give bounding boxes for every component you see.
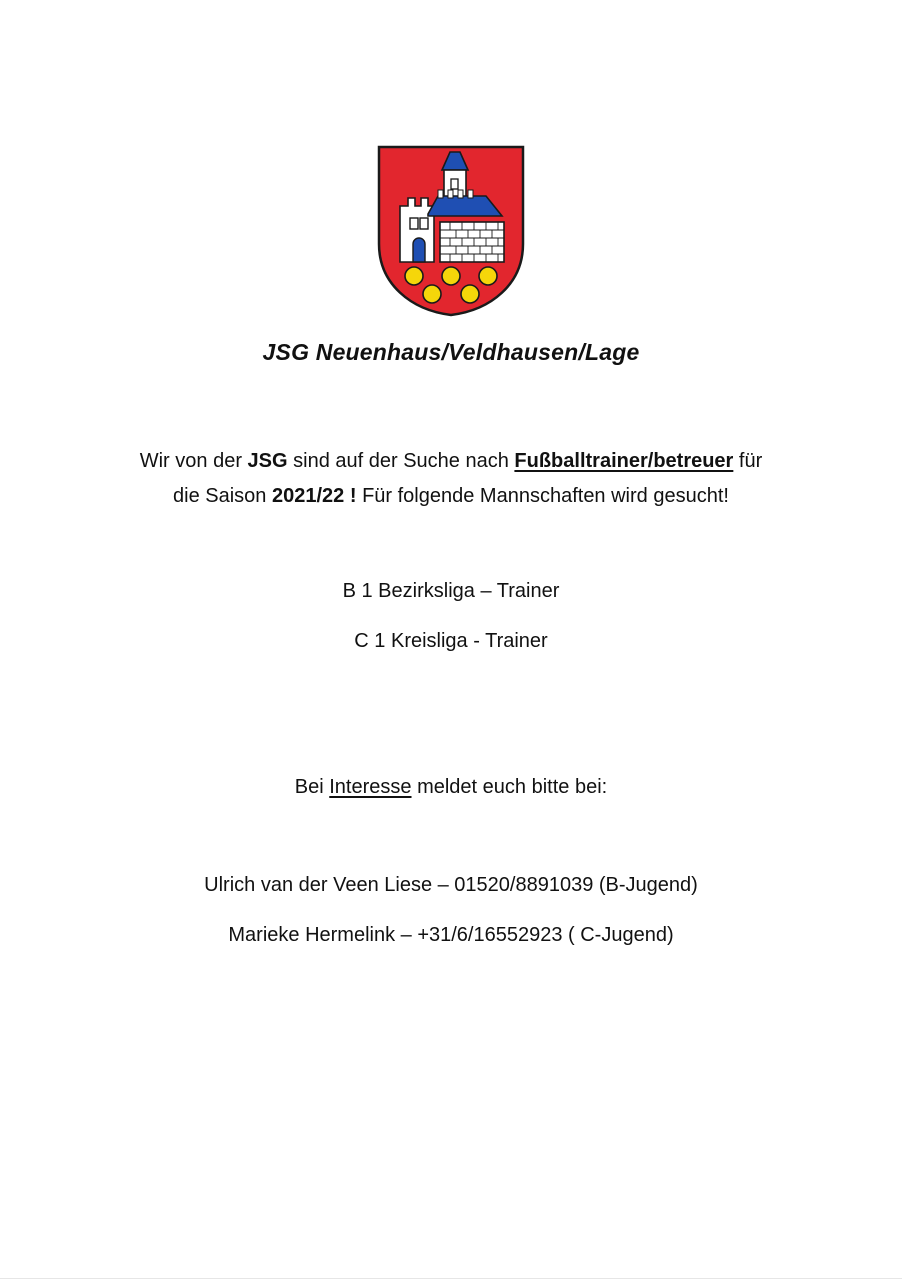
intro-season-bold: 2021/22 ! [272, 485, 357, 507]
intro-text-2: sind auf der Suche nach [287, 450, 515, 472]
interest-underlined: Interesse [329, 776, 412, 798]
page-bottom-edge [0, 1278, 902, 1279]
intro-paragraph [60, 444, 842, 514]
page-title: JSG Neuenhaus/Veldhausen/Lage [262, 339, 640, 365]
intro-text-5: Für folgende Mannschaften wird gesucht! [356, 485, 729, 507]
contact-c-jugend: Marieke Hermelink – +31/6/16552923 ( C-Jugend) [228, 924, 674, 946]
intro-role-bold: Fußballtrainer/betreuer [514, 450, 734, 472]
contact-b-jugend: Ulrich van der Veen Liese – 01520/8891039 (B-Jugend) [204, 874, 698, 896]
intro-jsg-bold: JSG [247, 450, 288, 472]
castle-coat-of-arms-icon [376, 144, 526, 318]
intro-text-4: die Saison [173, 485, 272, 507]
interest-line [0, 776, 902, 799]
team-b1: B 1 Bezirksliga – Trainer [342, 580, 560, 602]
intro-text-1: Wir von der [139, 450, 248, 472]
team-c1: C 1 Kreisliga - Trainer [354, 630, 548, 652]
interest-text-1: Bei [294, 776, 330, 798]
intro-text-3: für [733, 450, 763, 472]
interest-text-2: meldet euch bitte bei: [411, 776, 608, 798]
